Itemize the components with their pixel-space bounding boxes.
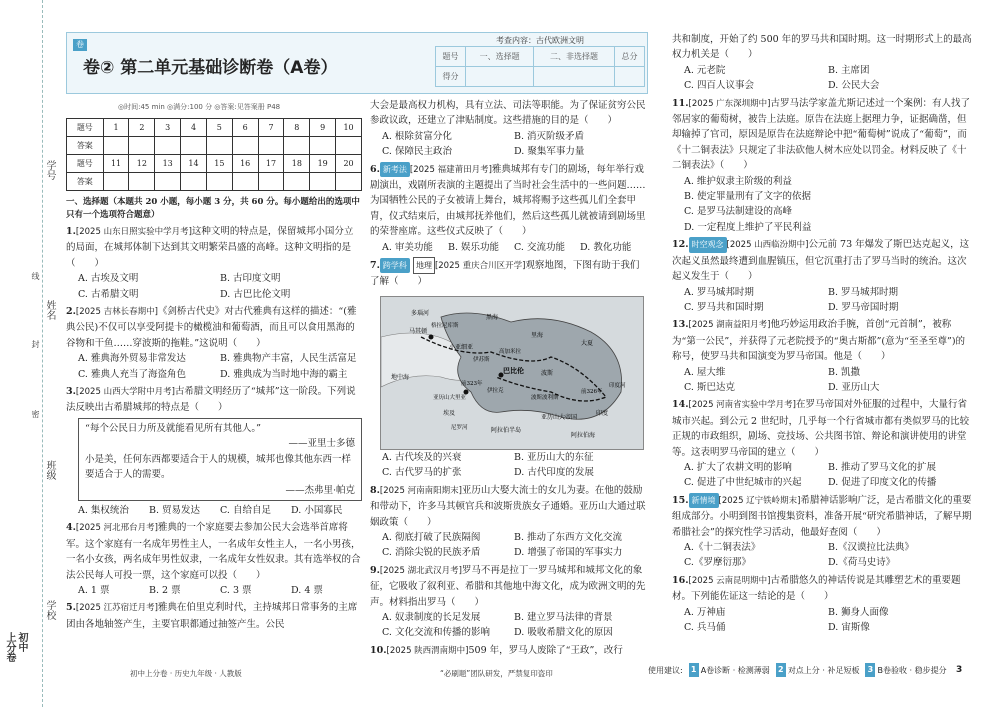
question-5: 5.[2025 江苏宿迁月考]雅典在伯里克利时代，主持城邦日常事务的主席团由各地轴签产生，主要官职都通过抽签产生。公民 xyxy=(66,602,358,630)
q15-options xyxy=(672,540,972,571)
row-label: 题号 xyxy=(67,155,104,173)
option[interactable]: C. 保障民主政治 xyxy=(382,146,452,158)
q8-options xyxy=(370,530,646,561)
option[interactable]: D. 亚历山大 xyxy=(828,381,880,393)
map-graphic xyxy=(381,297,643,449)
class-label: 班级 xyxy=(44,460,55,480)
q3-options xyxy=(66,503,362,518)
option[interactable]: D. 罗马帝国时期 xyxy=(828,301,899,313)
question-4: 4.[2025 河北邢台月考]雅典的一个家庭要去参加公民大会选举首席将军。这个家庭有一名成年男性主人，一名成年女性主人，一名小男孩，一名小女孩，两名成年男性奴隶，一名成年女性奴隶。其有选举权的合法公民每人可投一票，这个家庭可以投（ ） xyxy=(66,522,361,581)
option[interactable]: D. 雅典成为当时地中海的霸主 xyxy=(220,368,348,380)
question-15: 15. 新情境 [2025 辽宁铁岭期末]希腊神话影响广泛，是古希腊文化的重要组成部分。小明到图书馆搜集资料，准备开展“研究希腊神话，了解早期希腊社会”的探究性学习活动，他最好查阅（ ） xyxy=(672,494,972,538)
question-11: 11.[2025 广东深圳期中]古罗马法学家盖尤斯记述过一个案例：有人找了邻居家的葡萄树，被告上法庭。原告在法庭上据理力争，证据确凿，但却输掉了官司，原因是原告在法庭辩论中把“葡萄树”说成了“葡萄”，而《十二铜表法》只规定了非法砍他人树木应处以罚金。材料反映了《十二铜表法》（ ） xyxy=(672,97,971,172)
option[interactable]: D. 聚集军事力量 xyxy=(514,146,585,158)
step-label: 对点上分 · 补足短板 xyxy=(787,665,860,675)
num-cell: 14 xyxy=(181,155,207,173)
option[interactable]: C. 促进了中世纪城市的兴起 xyxy=(684,477,802,489)
option[interactable]: D. 教化功能 xyxy=(580,241,632,253)
option[interactable]: A. 元老院 xyxy=(684,64,726,76)
score-input-cell[interactable] xyxy=(534,67,615,87)
option[interactable]: B. 推动了罗马文化的扩展 xyxy=(828,461,937,473)
answer-cell[interactable] xyxy=(258,137,284,155)
q14-options xyxy=(672,460,972,491)
option[interactable]: C. 文化交流和传播的影响 xyxy=(382,627,490,639)
map-label: 亚历山大帝国 xyxy=(541,414,578,421)
option[interactable]: D. 宙斯像 xyxy=(828,622,870,634)
num-cell: 4 xyxy=(181,119,207,137)
question-6: 6. 新考法 [2025 福建莆田月考]雅典城邦有专门的剧场，每年举行戏剧演出，戏剧所表演的主题提出了当时社会生活中的一些问题……为国牺牲公民的子女被请上舞台，城邦将赐予这些孤儿们全套甲胄，仪式结束后，由城邦抚养他们，然后这些孤儿就被请到剧场里的荣誉座席。这些仪式反映了（ ） xyxy=(370,163,646,238)
num-cell: 20 xyxy=(336,155,362,173)
q16-options xyxy=(672,605,972,636)
historical-map xyxy=(380,296,644,450)
map-label: 波斯波利斯 xyxy=(531,395,559,401)
option[interactable]: A. 古代埃及的兴衰 xyxy=(382,452,462,463)
option[interactable]: D. 一定程度上维护了平民利益 xyxy=(684,221,812,233)
brand-top: 初中 xyxy=(16,632,27,652)
usage-label: 使用建议: xyxy=(648,665,683,675)
question-12: 12. 时空观念 [2025 山西临汾期中]公元前 73 年爆发了斯巴达克起义，这次起义虽然最终遭到血腥镇压，但它沉重打击了罗马当时的统治。这次起义发生于（ ） xyxy=(672,239,970,283)
step-label: A卷诊断 · 检测薄弱 xyxy=(700,665,770,675)
answer-cell[interactable] xyxy=(310,173,336,191)
num-cell: 15 xyxy=(206,155,232,173)
score-head-cell: 一、选择题 xyxy=(466,47,534,67)
num-cell: 19 xyxy=(310,155,336,173)
option[interactable]: B. 古印度文明 xyxy=(220,273,281,285)
option[interactable]: A. 奴隶制度的长足发展 xyxy=(382,612,481,624)
option[interactable]: D.《荷马史诗》 xyxy=(828,557,896,569)
q2-options xyxy=(66,351,362,382)
answer-cell[interactable] xyxy=(284,173,310,191)
quote-2: 小是美，任何东西都要适合于人的规模，城邦也像其他东西一样要适合于人的需要。 xyxy=(85,453,352,481)
city-marker xyxy=(464,390,469,395)
option[interactable]: C. 3 票 xyxy=(220,584,252,596)
num-cell: 12 xyxy=(129,155,155,173)
paper-title: 卷② 第二单元基础诊断卷（A卷） xyxy=(83,58,338,78)
seal-line-char: 线 xyxy=(31,272,40,280)
map-label: 阿拉伯海 xyxy=(571,432,596,439)
city-marker xyxy=(429,335,434,340)
cite-2: ——杰弗里·帕克 xyxy=(285,484,355,496)
option[interactable]: C. 雅典人充当了海盗角色 xyxy=(78,368,186,380)
score-input-cell[interactable] xyxy=(466,67,534,87)
question-10-cont: 共和制度，开始了约 500 年的罗马共和国时期。这一时期形式上的最高权力机关是（ ） xyxy=(672,34,972,61)
map-label: 亚历山大里亚 xyxy=(433,395,467,401)
option[interactable]: B. 娱乐功能 xyxy=(448,241,500,253)
cite-1: ——亚里士多德 xyxy=(288,438,355,450)
answer-cell[interactable] xyxy=(181,137,207,155)
exam-meta: ◎时间:45 min ◎满分:100 分 ◎答案:见答案册 P48 xyxy=(118,103,281,111)
ans-label: 答案 xyxy=(67,137,104,155)
map-label: 前323年 xyxy=(461,381,483,387)
option[interactable]: C. 自给自足 xyxy=(220,504,271,516)
num-cell: 7 xyxy=(258,119,284,137)
step-1 xyxy=(689,663,770,677)
map-label: 黑海 xyxy=(486,314,499,321)
option[interactable]: B. 主席团 xyxy=(828,64,870,76)
option[interactable]: B. 使定罪量刑有了文字的依据 xyxy=(684,191,812,203)
option[interactable]: D. 古巴比伦文明 xyxy=(220,288,291,300)
answer-cell[interactable] xyxy=(103,173,129,191)
footer-left: 初中上分卷 · 历史九年级 · 人教版 xyxy=(130,669,242,678)
option[interactable]: A. 扩大了农耕文明的影响 xyxy=(684,461,792,473)
student-no-label: 学号 xyxy=(44,160,55,180)
quote-box xyxy=(78,418,362,501)
option[interactable]: A. 集权统治 xyxy=(78,504,129,516)
option[interactable]: C. 古希腊文明 xyxy=(78,288,139,300)
step-num: 2 xyxy=(776,663,786,677)
question-2: 2.[2025 吉林长春期中]《剑桥古代史》对古代雅典有这样的描述：“(雅典公民)不仅可以享受阿提卡的橄榄油和葡萄酒，而且可以食用黑海的谷物和干鱼……穿波斯的拖鞋。”这说明（ ） xyxy=(66,306,357,349)
option[interactable]: A.《十二铜表法》 xyxy=(684,542,761,553)
usage-steps xyxy=(648,663,947,677)
num-cell: 8 xyxy=(284,119,310,137)
answer-cell[interactable] xyxy=(258,173,284,191)
ans-label: 答案 xyxy=(67,173,104,191)
option[interactable]: A. 古埃及文明 xyxy=(78,273,139,285)
score-head-cell: 总分 xyxy=(614,47,644,67)
score-head-cell: 题号 xyxy=(436,47,466,67)
q1-options xyxy=(66,271,362,302)
answer-cell[interactable] xyxy=(232,173,258,191)
option[interactable]: A. 1 票 xyxy=(78,584,110,596)
num-cell: 3 xyxy=(155,119,181,137)
score-input-cell[interactable] xyxy=(614,67,644,87)
column-3 xyxy=(672,32,972,635)
binding-strip xyxy=(0,0,43,707)
answer-cell[interactable] xyxy=(103,137,129,155)
option[interactable]: B.《汉谟拉比法典》 xyxy=(828,542,915,553)
step-label: B卷验收 · 稳步提分 xyxy=(877,665,947,675)
question-13: 13.[2025 湖南益阳月考]他巧妙运用政治手腕，首创“元首制”，被称为“第一公民”，并获得了元老院授予的“奥古斯都”(意为“至圣至尊”)的称号，使罗马共和国演变为罗马帝国。他是（ ） xyxy=(672,319,966,363)
num-cell: 6 xyxy=(232,119,258,137)
q7-options xyxy=(370,450,646,481)
option[interactable]: B. 亚历山大的东征 xyxy=(514,452,594,463)
option[interactable]: C. 是罗马法制建设的高峰 xyxy=(684,206,792,218)
question-1: 1.[2025 山东日照实验中学月考]这种文明的特点是，保留城邦小国分立的局面，在城邦体制下达到其文明繁荣昌盛的高峰。这种文明指的是（ ） xyxy=(66,226,354,269)
seal-close-char: 密 xyxy=(31,410,40,418)
map-label: 马其顿 xyxy=(409,328,428,335)
question-10: 10.[2025 陕西渭南期中]509 年，罗马人废除了“王政”，改行 xyxy=(370,644,623,656)
answer-cell[interactable] xyxy=(336,173,362,191)
answer-cell[interactable] xyxy=(129,173,155,191)
option[interactable]: A. 屋大维 xyxy=(684,366,726,378)
option[interactable]: A. 万神庙 xyxy=(684,606,726,618)
num-cell: 5 xyxy=(206,119,232,137)
option[interactable]: A. 维护奴隶主阶级的利益 xyxy=(684,175,792,187)
answer-table xyxy=(66,118,362,191)
question-8: 8.[2025 河南南阳期末]亚历山大娶大流士的女儿为妻。在他的鼓励和带动下，许多马其顿官兵和波斯贵族女子通婚。亚历山大通过联姻政策（ ） xyxy=(370,484,646,528)
question-9: 9.[2025 湖北武汉月考]罗马不再是拉丁一罗马城邦和城邦文化的象征，它吸收了叙利亚、希腊和其他地中海文化，成为欧洲文明的先声。材料指出罗马（ ） xyxy=(370,564,646,608)
q5-options xyxy=(370,129,646,160)
option[interactable]: C.《罗摩衍那》 xyxy=(684,557,751,569)
num-cell: 13 xyxy=(155,155,181,173)
map-label: 印度河 xyxy=(609,383,626,389)
section-title: 一、选择题（本题共 20 小题，每小题 3 分，共 60 分。每小题给出的选项中只有一个选项符合题意） xyxy=(66,197,360,220)
option[interactable]: A. 雅典海外贸易非常发达 xyxy=(78,353,186,365)
q6-options xyxy=(370,240,646,255)
map-label: 印度 xyxy=(596,410,609,417)
map-label: 阿拉伯半岛 xyxy=(491,427,522,434)
map-label: 巴比伦 xyxy=(503,366,524,375)
step-2 xyxy=(776,663,860,677)
score-table xyxy=(435,35,645,87)
footer-mid: “必刷题”团队研发，严禁复印盗印 xyxy=(440,669,553,678)
brand-bottom: 上分卷 xyxy=(4,632,15,662)
option[interactable]: A. 罗马城邦时期 xyxy=(684,286,754,298)
num-cell: 11 xyxy=(103,155,129,173)
map-label: 里海 xyxy=(531,332,544,339)
option[interactable]: D. 促进了印度文化的传播 xyxy=(828,477,937,489)
option[interactable]: C. 兵马俑 xyxy=(684,622,726,634)
answer-cell[interactable] xyxy=(129,137,155,155)
map-label: 大夏 xyxy=(581,340,594,347)
column-2-lower xyxy=(370,450,646,659)
num-cell: 16 xyxy=(232,155,258,173)
score-label-cell: 得分 xyxy=(436,67,466,87)
seal-seal-char: 封 xyxy=(31,340,40,348)
map-label: 前326年 xyxy=(581,389,603,395)
option[interactable]: D. 古代印度的发展 xyxy=(514,467,594,479)
map-label: 伊苏斯 xyxy=(473,357,490,363)
option[interactable]: C. 古代罗马的扩张 xyxy=(382,467,462,479)
page-number: 3 xyxy=(956,665,963,675)
answer-cell[interactable] xyxy=(232,137,258,155)
answer-cell[interactable] xyxy=(181,173,207,191)
num-cell: 10 xyxy=(336,119,362,137)
question-16: 16.[2025 云南昆明期中]古希腊悠久的神话传说是其雕塑艺术的重要题材。下列能佐证这一结论的是（ ） xyxy=(672,574,961,603)
answer-cell[interactable] xyxy=(310,137,336,155)
question-3: 3.[2025 山西大学附中月考]古希腊文明经历了“城邦”这一阶段。下列说法反映出古希腊城邦的特点是（ ） xyxy=(66,386,356,414)
answer-cell[interactable] xyxy=(155,137,181,155)
score-head-cell: 二、非选择题 xyxy=(534,47,615,67)
q4-options xyxy=(66,583,362,598)
option[interactable]: C. 消除尖锐的民族矛盾 xyxy=(382,547,481,559)
option[interactable]: D. 小国寡民 xyxy=(291,504,343,516)
option[interactable]: A. 根除贫富分化 xyxy=(382,130,452,142)
map-label: 埃及 xyxy=(443,410,456,417)
content-label: 考查内容：古代欧洲文明 xyxy=(496,36,584,45)
option[interactable]: B. 消灭阶级矛盾 xyxy=(514,130,585,142)
option[interactable]: D. 吸收希腊文化的原因 xyxy=(514,627,613,639)
header-tag: 卷 xyxy=(73,39,87,51)
answer-cell[interactable] xyxy=(155,173,181,191)
map-label: 高加米拉 xyxy=(499,349,522,355)
q12-options xyxy=(672,285,972,316)
answer-cell[interactable] xyxy=(206,137,232,155)
option[interactable]: C. 罗马共和国时期 xyxy=(684,301,764,313)
answer-cell[interactable] xyxy=(206,173,232,191)
option[interactable]: B. 雅典物产丰富，人民生活富足 xyxy=(220,353,357,365)
quote-1: “每个公民日力所及就能看见所有其他人。” xyxy=(85,422,261,434)
num-cell: 1 xyxy=(103,119,129,137)
question-5-cont: 大会是最高权力机构，具有立法、司法等职能。为了保证贫穷公民参政议政，还建立了津贴制度。这些措施的目的是（ ） xyxy=(370,100,646,127)
option[interactable]: B. 狮身人面像 xyxy=(828,606,889,618)
map-label: 小亚细亚 xyxy=(449,344,474,351)
option[interactable]: B. 2 票 xyxy=(149,584,181,596)
option[interactable]: C. 交流功能 xyxy=(514,241,565,253)
num-cell: 18 xyxy=(284,155,310,173)
map-label: 格拉尼库斯 xyxy=(431,323,459,329)
option[interactable]: B. 推动了东西方文化交流 xyxy=(514,532,623,544)
map-label: 波斯 xyxy=(541,370,554,377)
answer-cell[interactable] xyxy=(336,137,362,155)
option[interactable]: C. 四百人议事会 xyxy=(684,80,754,92)
step-num: 1 xyxy=(689,663,699,677)
q10-options xyxy=(672,63,972,94)
map-label: 伊拉克 xyxy=(487,388,504,394)
map-label: 地中海 xyxy=(391,374,410,381)
question-7: 7. 跨学科 地理 [2025 重庆合川区开学]观察地图，下图有助于我们了解（ ） xyxy=(370,257,646,290)
name-label: 姓名 xyxy=(44,300,55,320)
column-2 xyxy=(370,98,646,290)
school-label: 学校 xyxy=(44,600,55,620)
map-label: 多瑙河 xyxy=(411,310,430,317)
paper-header xyxy=(66,32,648,94)
num-cell: 17 xyxy=(258,155,284,173)
option[interactable]: B. 建立罗马法律的背景 xyxy=(514,612,613,624)
q9-options xyxy=(370,610,646,641)
q11-options xyxy=(672,174,972,236)
option[interactable]: B. 凯撒 xyxy=(828,366,861,378)
num-cell: 2 xyxy=(129,119,155,137)
option[interactable]: C. 斯巴达克 xyxy=(684,381,735,393)
column-1 xyxy=(66,196,362,632)
step-3 xyxy=(865,663,946,677)
answer-cell[interactable] xyxy=(284,137,310,155)
step-num: 3 xyxy=(865,663,875,677)
option[interactable]: D. 公民大会 xyxy=(828,80,880,92)
option[interactable]: A. 彻底打破了民族隔阂 xyxy=(382,532,481,544)
num-cell: 9 xyxy=(310,119,336,137)
option[interactable]: D. 4 票 xyxy=(291,584,323,596)
option[interactable]: A. 审美功能 xyxy=(382,241,433,253)
question-14: 14.[2025 河南省实验中学月考]在罗马帝国对外征服的过程中，大量行省城市兴起。到公元 2 世纪时，几乎每一个行省城市都有类似罗马的比较正规的市政组织，剧场、竞技场、公共图书馆、辩论和演讲使用的讲堂等。这表明罗马帝国的建立（ ） xyxy=(672,399,970,458)
option[interactable]: D. 增强了帝国的军事实力 xyxy=(514,547,623,559)
q13-options xyxy=(672,365,972,396)
option[interactable]: B. 罗马城邦时期 xyxy=(828,286,899,298)
option[interactable]: B. 贸易发达 xyxy=(149,504,201,516)
map-label: 尼罗河 xyxy=(451,425,468,431)
row-label: 题号 xyxy=(67,119,104,137)
